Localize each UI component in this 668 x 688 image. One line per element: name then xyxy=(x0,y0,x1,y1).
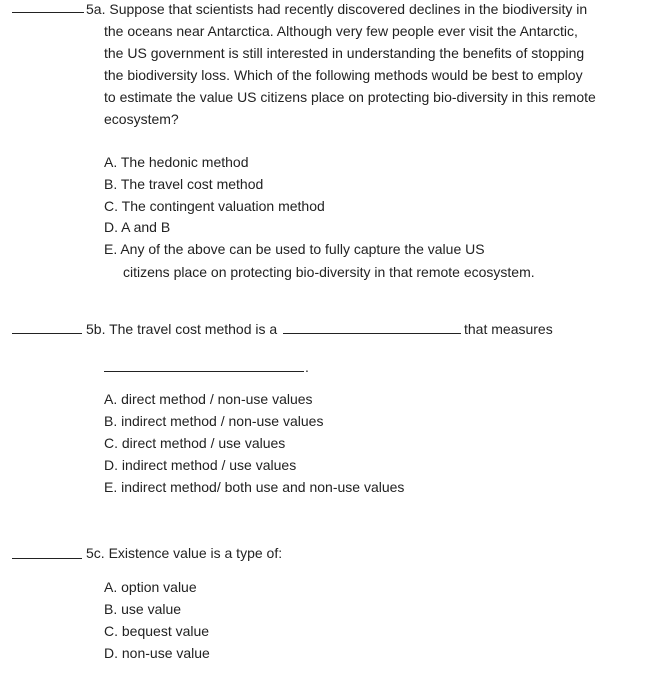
answer-blank-5b[interactable] xyxy=(12,333,82,334)
option-5a-e: E. Any of the above can be used to fully capture the value US xyxy=(104,241,485,257)
question-5b-stem-start: 5b. The travel cost method is a xyxy=(86,321,278,337)
option-5c-c: C. bequest value xyxy=(104,623,210,639)
fill-blank-5b-2[interactable] xyxy=(104,371,304,372)
question-5a-line-3: the US government is still interested in understanding the benefits of stopping xyxy=(104,45,585,61)
option-5b-c: C. direct method / use values xyxy=(104,435,286,451)
answer-blank-5c[interactable] xyxy=(12,558,82,559)
fill-blank-5b-1[interactable] xyxy=(283,333,461,334)
question-5a-line-2: the oceans near Antarctica. Although very few people ever visit the Antarctic, xyxy=(104,23,578,39)
question-5a-line-1: 5a. Suppose that scientists had recently discovered declines in the biodiversity in xyxy=(86,1,588,17)
option-5b-a: A. direct method / non-use values xyxy=(104,391,313,407)
option-5c-d: D. non-use value xyxy=(104,645,210,661)
question-5b-stem-period: . xyxy=(305,359,309,375)
option-5b-b: B. indirect method / non-use values xyxy=(104,413,324,429)
option-5a-e-continued: citizens place on protecting bio-diversity in that remote ecosystem. xyxy=(123,264,535,280)
question-5a-line-5: to estimate the value US citizens place on protecting bio-diversity in this remote xyxy=(104,89,596,105)
option-5a-d: D. A and B xyxy=(104,219,171,235)
option-5b-d: D. indirect method / use values xyxy=(104,457,297,473)
question-5a-line-6: ecosystem? xyxy=(104,111,179,127)
question-5b-stem-end: that measures xyxy=(464,321,553,337)
option-5c-a: A. option value xyxy=(104,579,197,595)
option-5a-b: B. The travel cost method xyxy=(104,176,264,192)
option-5a-a: A. The hedonic method xyxy=(104,154,249,170)
option-5c-b: B. use value xyxy=(104,601,182,617)
answer-blank-5a[interactable] xyxy=(12,12,84,13)
option-5a-c: C. The contingent valuation method xyxy=(104,198,325,214)
question-5c-stem: 5c. Existence value is a type of: xyxy=(86,545,283,561)
option-5b-e: E. indirect method/ both use and non-use values xyxy=(104,479,405,495)
question-5a-line-4: the biodiversity loss. Which of the following methods would be best to employ xyxy=(104,67,583,83)
